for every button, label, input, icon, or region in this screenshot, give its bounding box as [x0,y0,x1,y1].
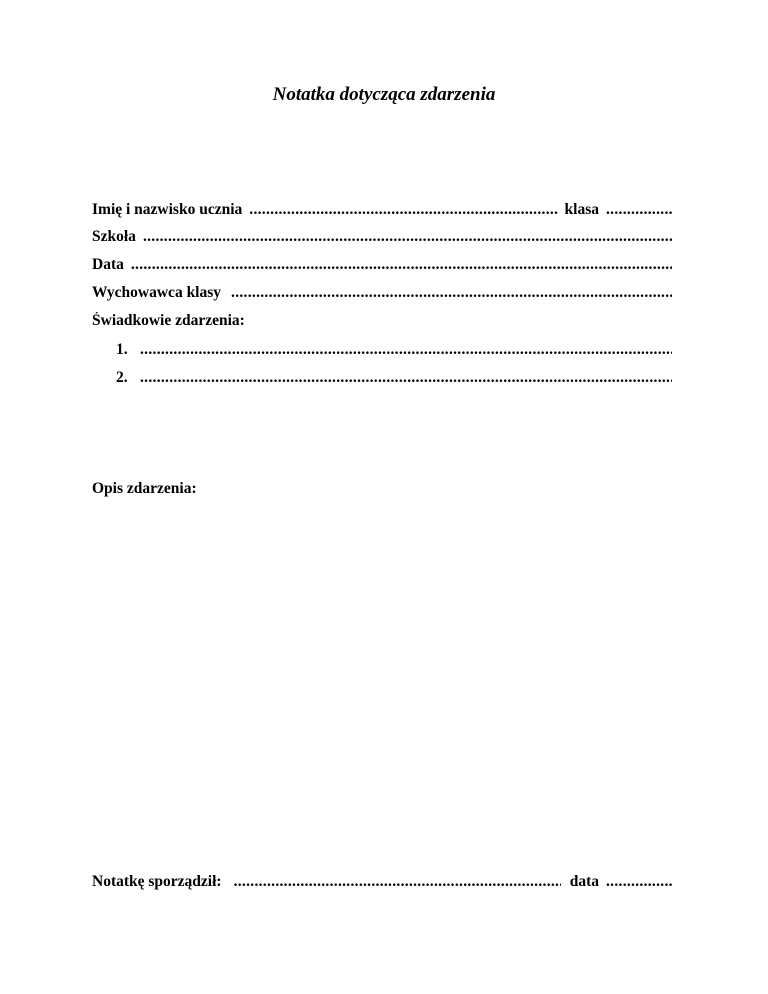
document-title: Notatka dotycząca zdarzenia [272,84,496,105]
student-name-label: Imię i nazwisko ucznia [92,201,243,218]
witnesses-label: Świadkowie zdarzenia: [92,312,245,329]
homeroom-teacher-field[interactable] [231,284,672,302]
student-name-field[interactable] [249,201,557,219]
witness-field-1[interactable] [140,341,672,359]
witness-row-1 [116,341,672,365]
witness-number-1: 1. [116,341,128,358]
school-label: Szkoła [92,228,136,245]
date-field[interactable] [131,256,672,274]
homeroom-teacher-label: Wychowawca klasy [92,284,222,301]
witnesses-row [92,312,672,336]
witness-row-2 [116,369,672,393]
school-row [92,228,672,252]
school-field[interactable] [143,228,672,246]
date-row [92,256,672,280]
homeroom-teacher-row [92,284,672,308]
student-name-row [92,201,672,225]
prepared-by-field[interactable] [234,873,561,891]
prepared-by-label: Notatkę sporządził: [92,873,222,890]
witness-field-2[interactable] [140,369,672,387]
class-label: klasa [564,201,599,218]
footer-date-field[interactable] [606,873,672,891]
prepared-by-row [92,873,672,897]
description-row [92,480,672,504]
description-label: Opis zdarzenia: [92,480,197,497]
date-label: Data [92,256,124,273]
witness-number-2: 2. [116,369,128,386]
footer-date-label: data [569,873,599,890]
class-field[interactable] [606,201,672,219]
